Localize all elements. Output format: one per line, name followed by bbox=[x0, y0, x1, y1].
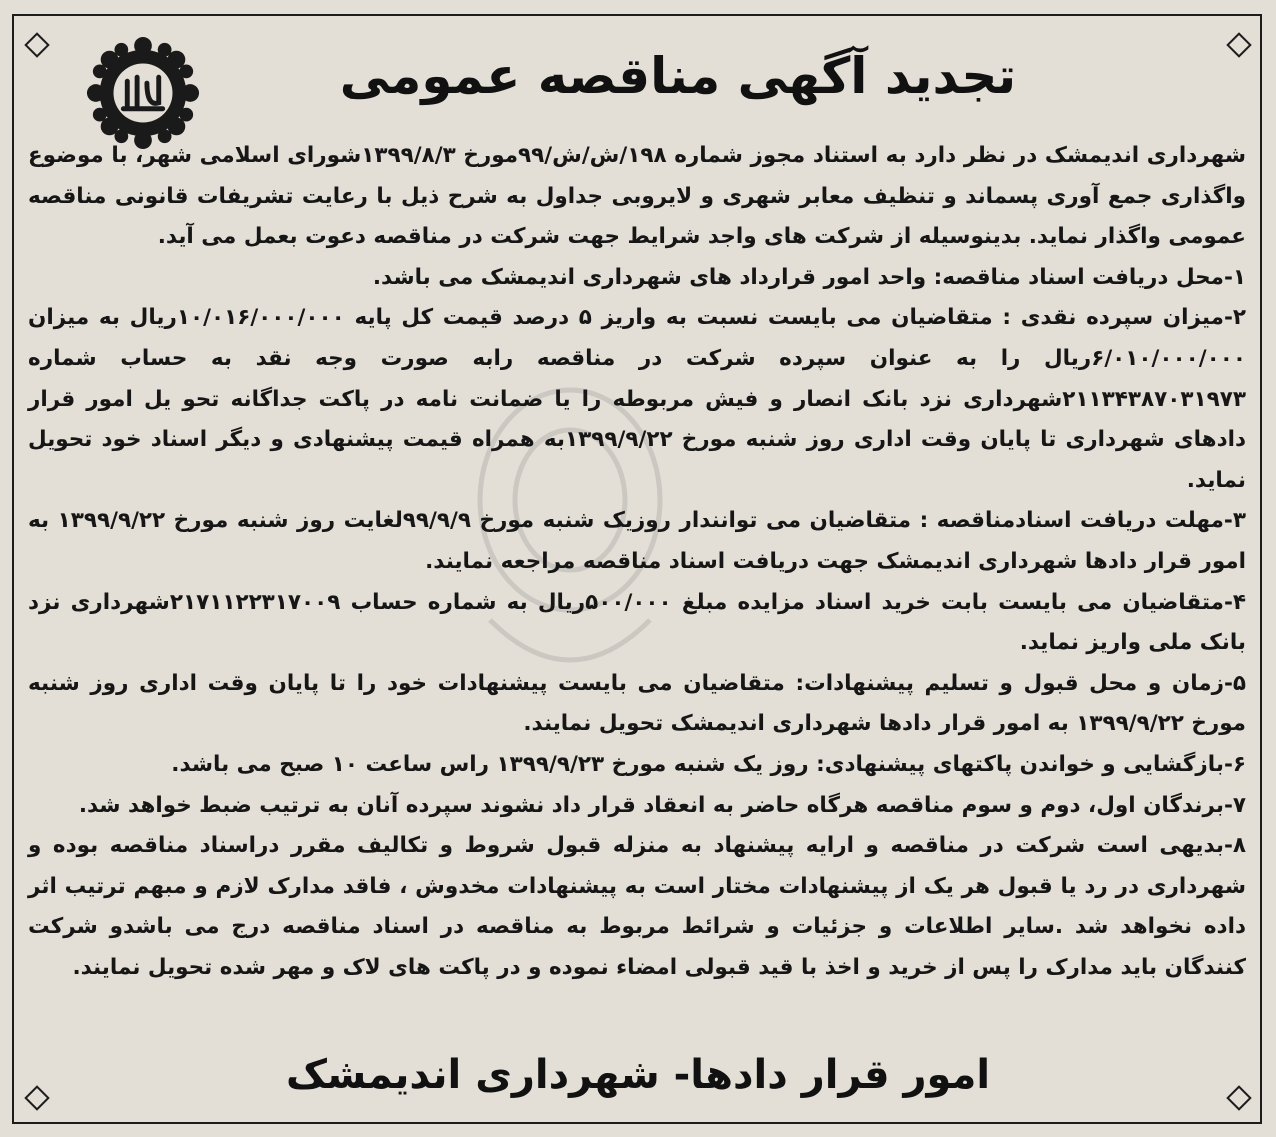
footer-signature: امور قرار دادها- شهرداری اندیمشک bbox=[285, 1052, 991, 1098]
item-5: ۵-زمان و محل قبول و تسلیم پیشنهادات: متقاضیان می بایست پیشنهادات خود را تا پایان وقت اداری روز شنبه مورخ ۱۳۹۹/۹/۲۲ به امور قرار دادها شهرداری اندیمشک تحویل نمایند. bbox=[28, 670, 1246, 737]
item-7: ۷-برندگان اول، دوم و سوم مناقصه هرگاه حاضر به انعقاد قرار داد نشوند سپرده آنان به ترتیب ضبط خواهد شد. bbox=[78, 792, 1246, 818]
item-8: ۸-بدیهی است شرکت در مناقصه و ارایه پیشنهاد به منزله قبول شروط و تکالیف مقرر دراسناد مناقصه بوده و شهرداری در رد یا قبول هر یک از پیشنهادات مختار است به پیشنهادات مخدوش ، فاقد مدارک لازم و مبهم ترتیب اثر داده نخواهد شد .سایر اطلاعات و جزئیات و شرائط مربوط به مناقصه در اسناد مناقصه درج می باشدو شرکت کنندگان باید مدارک را پس از خرید و اخذ با قید قبولی امضاء نموده و در پاکت های لاک و مهر شده تحویل نمایند. bbox=[28, 833, 1246, 980]
intro-paragraph: شهرداری اندیمشک در نظر دارد به استناد مجوز شماره ۱۹۸/ش/ش/۹۹مورخ ۱۳۹۹/۸/۳شورای اسلامی شهر، با موضوع واگذاری جمع آوری پسماند و تنظیف معابر شهری و لایروبی جداول به شرح ذیل با رعایت تشریفات قانونی مناقصه عمومی واگذار نماید. بدینوسیله از شرکت های واجد شرایط جهت شرکت در مناقصه دعوت بعمل می آید. bbox=[28, 143, 1246, 250]
page-title: تجدید آگهی مناقصه عمومی bbox=[339, 47, 1017, 105]
corner-ornament-icon bbox=[22, 30, 52, 60]
item-6: ۶-بازگشایی و خواندن پاکتهای پیشنهادی: روز یک شنبه مورخ ۱۳۹۹/۹/۲۳ راس ساعت ۱۰ صبح می باشد. bbox=[171, 751, 1246, 777]
item-2: ۲-میزان سپرده نقدی : متقاضیان می بایست نسبت به واریز ۵ درصد قیمت کل پایه ۱۰/۰۱۶/۰۰۰/۰۰۰ریال به میزان ۶/۰۱۰/۰۰۰/۰۰۰ریال را به عنوان سپرده شرکت در مناقصه رابه صورت وجه نقد به حساب شماره ۲۱۱۳۴۳۸۷۰۳۱۹۷۳شهرداری نزد بانک انصار و فیش مربوطه را یا ضمانت نامه در پاکت جداگانه تحو یل امور قرار دادهای شهرداری تا پایان وقت اداری روز شنبه مورخ ۱۳۹۹/۹/۲۲به همراه قیمت پیشنهادی و دیگر اسناد خود تحویل نماید. bbox=[28, 305, 1247, 493]
corner-ornament-icon bbox=[1224, 30, 1254, 60]
municipality-emblem-icon bbox=[84, 34, 202, 152]
item-1: ۱-محل دریافت اسناد مناقصه: واحد امور قرارداد های شهرداری اندیمشک می باشد. bbox=[372, 264, 1246, 290]
announcement-body bbox=[28, 136, 1246, 988]
item-4: ۴-متقاضیان می بایست بابت خرید اسناد مزایده مبلغ ۵۰۰/۰۰۰ریال به شماره حساب ۲۱۷۱۱۲۲۳۱۷۰۰۹شهرداری نزد بانک ملی واریز نماید. bbox=[28, 589, 1246, 656]
corner-ornament-icon bbox=[22, 1083, 52, 1113]
corner-ornament-icon bbox=[1224, 1083, 1254, 1113]
item-3: ۳-مهلت دریافت اسنادمناقصه : متقاضیان می توانندار روزیک شنبه مورخ ۹۹/۹/۹لغایت روز شنبه مورخ ۱۳۹۹/۹/۲۲ به امور قرار دادها شهرداری اندیمشک جهت دریافت اسناد مناقصه مراجعه نمایند. bbox=[28, 508, 1246, 574]
